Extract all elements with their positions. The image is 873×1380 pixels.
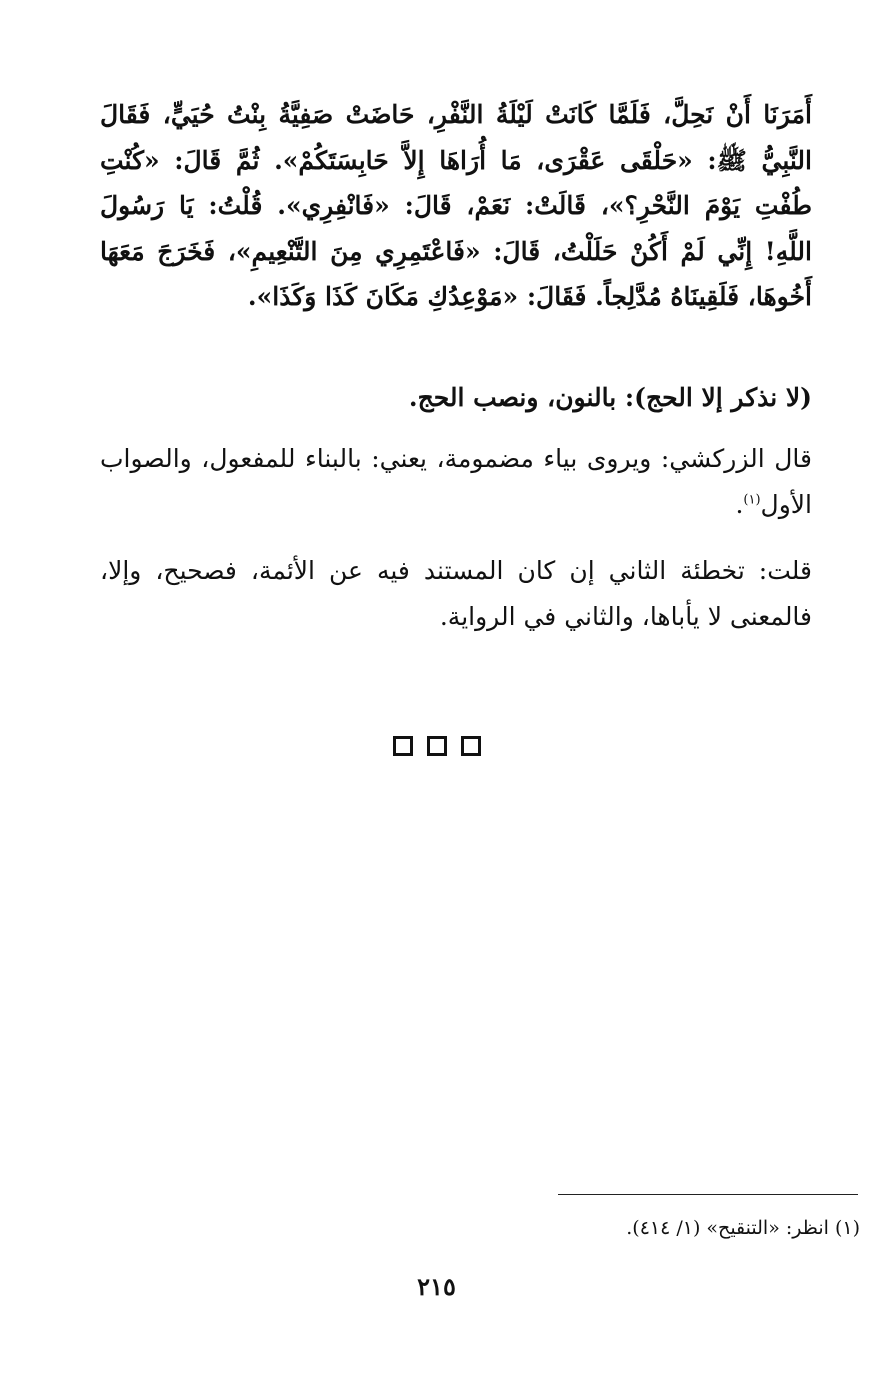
section-separator bbox=[0, 736, 873, 764]
zarkashi-paragraph bbox=[100, 436, 812, 528]
separator-box-icon bbox=[393, 736, 413, 756]
commentary-heading: (لا نذكر إلا الحج): بالنون، ونصب الحج. bbox=[408, 383, 812, 412]
zarkashi-text: قال الزركشي: ويروى بياء مضمومة، يعني: بالبناء للمفعول، والصواب الأول bbox=[100, 444, 812, 519]
zarkashi-period: . bbox=[735, 490, 744, 519]
footnote-divider bbox=[558, 1194, 858, 1195]
separator-box-icon bbox=[427, 736, 447, 756]
footnote-marker: (١) bbox=[743, 492, 761, 508]
footnote: (١) انظر: «التنقيح» (١/ ٤١٤). bbox=[626, 1217, 860, 1239]
page-number: ٢١٥ bbox=[417, 1272, 456, 1301]
separator-box-icon bbox=[461, 736, 481, 756]
qultu-paragraph: قلت: تخطئة الثاني إن كان المستند فيه عن الأئمة، فصحيح، وإلا، فالمعنى لا يأباها، والثاني في الرواية. bbox=[100, 556, 812, 631]
hadith-passage: أَمَرَنَا أَنْ نَحِلَّ، فَلَمَّا كَانَتْ لَيْلَةُ النَّفْرِ، حَاضَتْ صَفِيَّةُ بِنْتُ حُيَيٍّ، فَقَالَ النَّبِيُّ ﷺ: «حَلْقَى عَقْرَى، مَا أُرَاهَا إِلاَّ حَابِسَتَكُمْ». ثُمَّ قَالَ: «كُنْتِ طُفْتِ يَوْمَ النَّحْرِ؟»، قَالَتْ: نَعَمْ، قَالَ: «فَانْفِرِي». قُلْتُ: يَا رَسُولَ اللَّهِ! إِنِّي لَمْ أَكُنْ حَلَلْتُ، قَالَ: «فَاعْتَمِرِي مِنَ التَّنْعِيمِ»، فَخَرَجَ مَعَهَا أَخُوهَا، فَلَقِينَاهُ مُدَّلِجاً. فَقَالَ: «مَوْعِدُكِ مَكَانَ كَذَا وَكَذَا». bbox=[100, 100, 812, 311]
